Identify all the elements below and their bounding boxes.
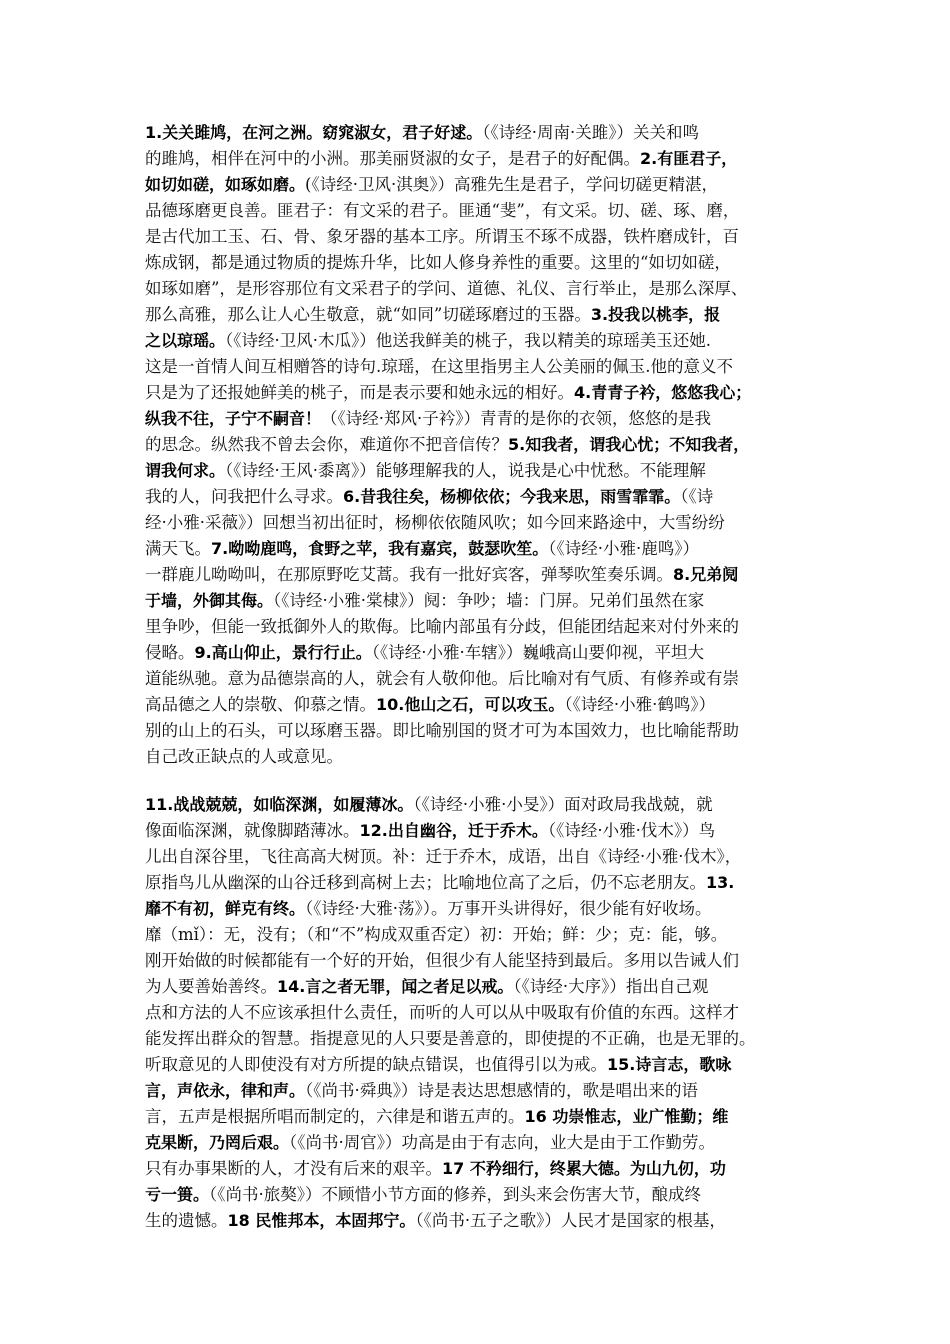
explanation-text: 原指鸟儿从幽深的山谷迁移到高树上去；比喻地位高了之后，仍不忘老朋友。 <box>145 873 706 892</box>
quote-text: 纵我不往，子宁不嗣音！ <box>145 409 322 428</box>
quote-text: 于墙，外御其侮。 <box>145 591 274 610</box>
text-line <box>145 922 821 948</box>
text-line <box>145 458 821 484</box>
paragraph-poems-11-18 <box>145 792 821 1234</box>
explanation-text: 为人要善始善终。 <box>145 977 277 996</box>
text-line <box>145 432 821 458</box>
explanation-text: (《诗经·卫风·淇奥》）高雅先生是君子，学问切磋更精湛， <box>305 175 718 194</box>
quote-text: 13. <box>706 873 735 892</box>
text-line <box>145 1156 821 1182</box>
explanation-text: 生的遗憾。 <box>145 1211 228 1230</box>
explanation-text: （《尚书·五子之歌》）人民才是国家的根基， <box>415 1211 726 1230</box>
explanation-text: 炼成钢，都是通过物质的提炼升华，比如人修身养性的重要。这里的“如切如磋， <box>145 253 731 272</box>
text-line <box>145 562 821 588</box>
quote-text: 10.他山之石，可以攻玉。 <box>376 695 565 714</box>
explanation-text: 的思念。纵然我不曾去会你，难道你不把音信传？ <box>145 435 508 454</box>
quote-text: 11.战战兢兢，如临深渊，如履薄冰。 <box>145 795 414 814</box>
text-line <box>145 380 821 406</box>
text-line <box>145 172 821 198</box>
text-line <box>145 948 821 974</box>
explanation-text: （《诗经·小雅·伐木》）鸟 <box>547 821 716 840</box>
explanation-text: 点和方法的人不应该承担什么责任，而听的人可以从中吸取有价值的东西。这样才 <box>145 1003 739 1022</box>
explanation-text: 听取意见的人即使没有对方所提的缺点错误，也值得引以为戒。 <box>145 1055 607 1074</box>
explanation-text: （《尚书·舜典》）诗是表达思想感情的，歌是唱出来的语 <box>305 1081 699 1100</box>
explanation-text: （《诗经·小雅·车辖》）巍峨高山要仰视，平坦大 <box>371 643 704 662</box>
text-line <box>145 718 821 744</box>
quote-text: 谓我何求。 <box>145 461 226 480</box>
text-line <box>145 1182 821 1208</box>
explanation-text: 只是为了还报她鲜美的桃子，而是表示要和她永远的相好。 <box>145 383 574 402</box>
text-line <box>145 666 821 692</box>
quote-text: 言，声依永，律和声。 <box>145 1081 306 1100</box>
explanation-text: （《诗经·大雅·荡》）。万事开头讲得好，很少能有好收场。 <box>305 899 712 918</box>
text-line <box>145 1104 821 1130</box>
explanation-text: 满天飞。 <box>145 539 211 558</box>
quote-text: 17 不矜细行，终累大德。为山九仞，功 <box>442 1159 726 1178</box>
text-line <box>145 974 821 1000</box>
text-line <box>145 224 821 250</box>
quote-text: 克果断，乃罔后艰。 <box>145 1133 290 1152</box>
text-line <box>145 536 821 562</box>
text-line <box>145 896 821 922</box>
text-line <box>145 276 821 302</box>
explanation-text: （《诗经·小雅·鹤鸣》） <box>564 695 716 714</box>
text-line <box>145 146 821 172</box>
text-line <box>145 510 821 536</box>
explanation-text: （《诗经·周南·关雎》）关关和鸣 <box>482 123 699 142</box>
paragraph-poems-1-10 <box>145 120 821 770</box>
explanation-text: 的雎鸠，相伴在河中的小洲。那美丽贤淑的女子，是君子的好配偶。 <box>145 149 640 168</box>
quote-text: 靡不有初，鲜克有终。 <box>145 899 306 918</box>
explanation-text: 别的山上的石头，可以琢磨玉器。即比喻别国的贤才可为本国效力，也比喻能帮助 <box>145 721 739 740</box>
explanation-text: （《诗经·卫风·木瓜》）他送我鲜美的桃子，我以精美的琼瑶美玉还她. <box>225 331 712 350</box>
text-line <box>145 354 821 380</box>
text-line <box>145 198 821 224</box>
explanation-text: （《诗经·王风·黍离》）能够理解我的人，说我是心中忧愁。不能理解 <box>225 461 706 480</box>
text-line <box>145 1000 821 1026</box>
text-line <box>145 744 821 770</box>
explanation-text: （《诗经·大序》）指出自己观 <box>513 977 709 996</box>
quote-text: 4.青青子衿，悠悠我心； <box>574 383 752 402</box>
explanation-text: 侵略。 <box>145 643 195 662</box>
quote-text: 12.出自幽谷，迁于乔木。 <box>359 821 548 840</box>
text-line <box>145 844 821 870</box>
quote-text: 3.投我以桃李，报 <box>590 305 721 324</box>
text-line <box>145 1052 821 1078</box>
quote-text: 9.高山仰止，景行行止。 <box>194 643 372 662</box>
text-line <box>145 792 821 818</box>
text-line <box>145 302 821 328</box>
explanation-text: （《诗经·郑风·子衿》）青青的是你的衣领，悠悠的是我 <box>321 409 712 428</box>
explanation-text: 高品德之人的崇敬、仰慕之情。 <box>145 695 376 714</box>
explanation-text: 自己改正缺点的人或意见。 <box>145 747 343 766</box>
text-line <box>145 818 821 844</box>
explanation-text: 经·小雅·采薇》）回想当初出征时，杨柳依依随风吹；如今回来路途中，大雪纷纷 <box>145 513 725 532</box>
text-line <box>145 614 821 640</box>
explanation-text: 言，五声是根据所唱而制定的，六律是和谐五声的。 <box>145 1107 525 1126</box>
quote-text: 16 功崇惟志，业广惟勤；维 <box>524 1107 729 1126</box>
quote-text: 5.知我者，谓我心忧；不知我者， <box>508 435 750 454</box>
explanation-text: 是古代加工玉、石、骨、象牙器的基本工序。所谓玉不琢不成器，铁杵磨成针，百 <box>145 227 739 246</box>
text-line <box>145 250 821 276</box>
text-line <box>145 1208 821 1234</box>
explanation-text: 能发挥出群众的智慧。指提意见的人只要是善意的，即使提的不正确，也是无罪的。 <box>145 1029 756 1048</box>
text-line <box>145 588 821 614</box>
explanation-text: 里争吵，但能一致抵御外人的欺侮。比喻内部虽有分歧，但能团结起来对付外来的 <box>145 617 739 636</box>
quote-text: 7.呦呦鹿鸣，食野之苹，我有嘉宾，鼓瑟吹笙。 <box>211 539 549 558</box>
explanation-text: 那么高雅，那么让人心生敬意，就“如同”切磋琢磨过的玉器。 <box>145 305 591 324</box>
text-line <box>145 640 821 666</box>
quote-text: 1.关关雎鸠，在河之洲。窈窕淑女，君子好逑。 <box>145 123 483 142</box>
explanation-text: （《诗经·小雅·小旻》）面对政局我战兢，就 <box>413 795 713 814</box>
explanation-text: 我的人，问我把什么寻求。 <box>145 487 343 506</box>
quote-text: 8.兄弟阋 <box>673 565 739 584</box>
explanation-text: 儿出自深谷里，飞往高高大树顶。补：迁于乔木，成语，出自《诗经·小雅·伐木》， <box>145 847 742 866</box>
text-line <box>145 1026 821 1052</box>
explanation-text: 像面临深渊，就像脚踏薄冰。 <box>145 821 360 840</box>
explanation-text: （《诗经·小雅·鹿鸣》） <box>548 539 699 558</box>
quote-text: 如切如磋，如琢如磨。 <box>145 175 306 194</box>
explanation-text: （《诗 <box>680 487 714 506</box>
quote-text: 亏一篑。 <box>145 1185 210 1204</box>
text-line <box>145 406 821 432</box>
explanation-text: 这是一首情人间互相赠答的诗句.琼瑶，在这里指男主人公美丽的佩玉.他的意义不 <box>145 357 733 376</box>
text-line <box>145 328 821 354</box>
quote-text: 2.有匪君子， <box>640 149 738 168</box>
explanation-text: （《尚书·周官》）功高是由于有志向，业大是由于工作勤劳。 <box>289 1133 716 1152</box>
explanation-text: 只有办事果断的人，才没有后来的艰辛。 <box>145 1159 442 1178</box>
explanation-text: 道能纵驰。意为品德崇高的人，就会有人敬仰他。后比喻对有气质、有修养或有崇 <box>145 669 739 688</box>
text-line <box>145 1130 821 1156</box>
explanation-text: 品德琢磨更良善。匪君子：有文采的君子。匪通“斐”，有文采。切、磋、琢、磨， <box>145 201 740 220</box>
explanation-text: 靡（mǐ）：无，没有；（和“不”构成双重否定）初：开始；鲜：少；克：能，够。 <box>145 925 728 944</box>
quote-text: 14.言之者无罪，闻之者足以戒。 <box>277 977 514 996</box>
text-line <box>145 484 821 510</box>
quote-text: 18 民惟邦本，本固邦宁。 <box>227 1211 416 1230</box>
text-line <box>145 870 821 896</box>
quote-text: 之以琼瑶。 <box>145 331 226 350</box>
explanation-text: （《尚书·旅獒》）不顾惜小节方面的修养，到头来会伤害大节，酿成终 <box>209 1185 702 1204</box>
explanation-text: 刚开始做的时候都能有一个好的开始，但很少有人能坚持到最后。多用以告诫人们 <box>145 951 739 970</box>
explanation-text: （《诗经·小雅·棠棣》）阋：争吵；墙：门屏。兄弟们虽然在家 <box>273 591 705 610</box>
explanation-text: 如琢如磨”，是形容那位有文采君子的学问、道德、礼仪、言行举止，是那么深厚、 <box>145 279 748 298</box>
text-line <box>145 1078 821 1104</box>
explanation-text: 一群鹿儿呦呦叫，在那原野吃艾蒿。我有一批好宾客，弹琴吹笙奏乐调。 <box>145 565 673 584</box>
text-line <box>145 692 821 718</box>
quote-text: 15.诗言志，歌咏 <box>607 1055 732 1074</box>
text-line <box>145 120 821 146</box>
quote-text: 6.昔我往矣，杨柳依依；今我来思，雨雪霏霏。 <box>343 487 681 506</box>
